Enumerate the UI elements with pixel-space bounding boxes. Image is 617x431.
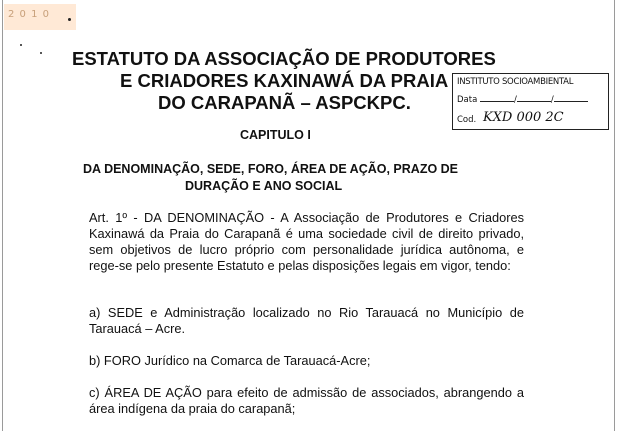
stamp-code-row bbox=[457, 111, 564, 126]
stamp-code-handwritten: KXD 000 2C bbox=[482, 110, 564, 125]
article-1-paragraph: Art. 1º - DA DENOMINAÇÃO - A Associação de Produtores e Criadores Kaxinawá da Praia do Carapanã é uma sociedade civil de direito privado, sem objetivos de lucro próprio com personalidade jurídica autônoma, e rege-se pelo presente Estatuto e pelas disposições legais em vigor, tendo: bbox=[89, 210, 524, 273]
scan-speck bbox=[68, 18, 71, 21]
scan-speck bbox=[20, 44, 22, 46]
scan-edge-left bbox=[2, 0, 3, 431]
document-title-line-1: ESTATUTO DA ASSOCIAÇÃO DE PRODUTORES bbox=[72, 48, 496, 69]
item-c-paragraph: c) ÁREA DE AÇÃO para efeito de admissão de associados, abrangendo a área indígena da praia do carapanã; bbox=[89, 385, 524, 416]
item-a-paragraph: a) SEDE e Administração localizado no Rio Tarauacá no Município de Tarauacá – Acre. bbox=[89, 305, 524, 336]
document-title-line-3: DO CARAPANÃ – ASPCKPC. bbox=[158, 92, 411, 113]
item-b-paragraph: b) FORO Jurídico na Comarca de Tarauacá-Acre; bbox=[89, 353, 371, 368]
corner-stamp-mark bbox=[4, 4, 76, 30]
stamp-date-row: Data / / bbox=[457, 95, 588, 105]
corner-mark-text: 2 0 1 0 bbox=[8, 9, 50, 20]
stamp-code-label: Cod. bbox=[457, 115, 477, 125]
section-heading-line-1: DA DENOMINAÇÃO, SEDE, FORO, ÁREA DE AÇÃO, PRAZO DE bbox=[83, 162, 459, 176]
document-title-line-2: E CRIADORES KAXINAWÁ DA PRAIA bbox=[120, 70, 449, 91]
scan-speck bbox=[40, 52, 42, 54]
scan-edge-right bbox=[614, 0, 615, 431]
chapter-heading: CAPITULO I bbox=[240, 128, 311, 142]
section-heading-line-2: DURAÇÃO E ANO SOCIAL bbox=[185, 179, 343, 193]
stamp-date-label: Data bbox=[457, 95, 478, 105]
institution-stamp bbox=[452, 73, 609, 130]
stamp-institution: INSTITUTO SOCIOAMBIENTAL bbox=[457, 77, 574, 87]
